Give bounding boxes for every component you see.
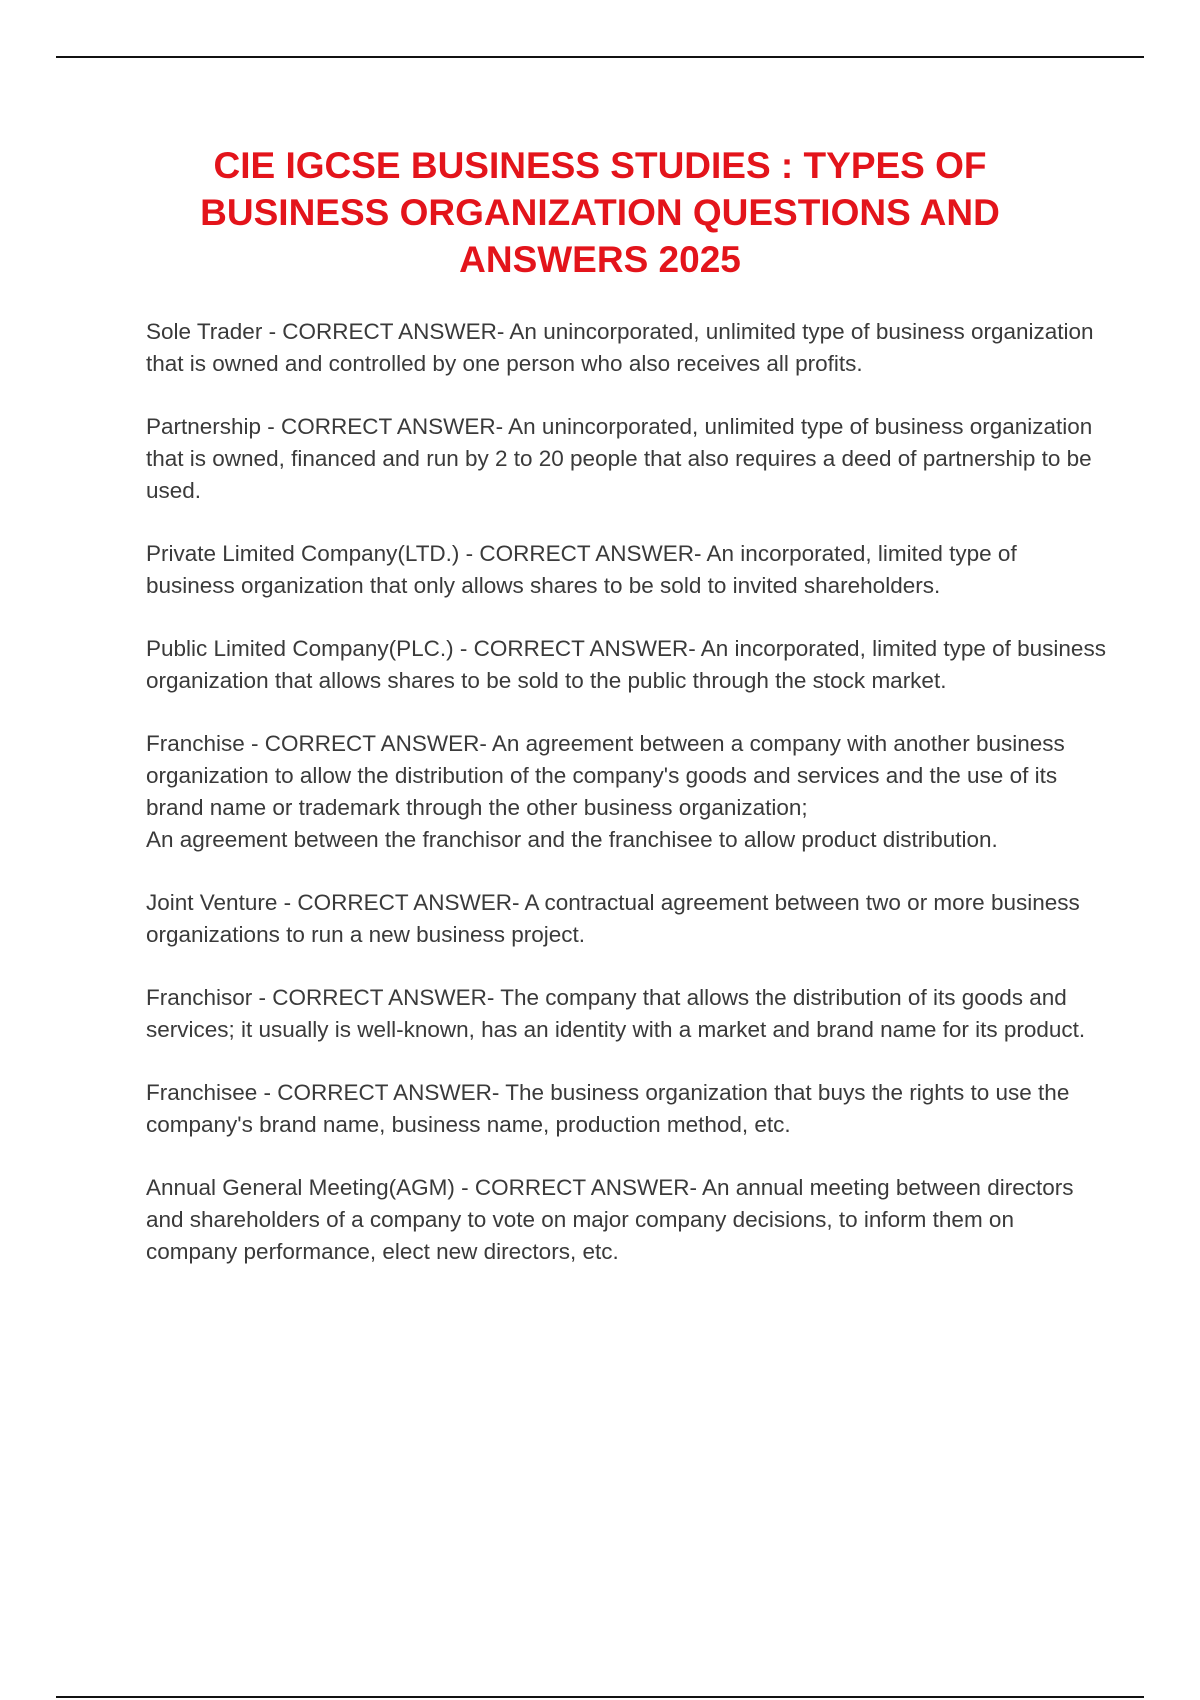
qa-entry-sole-trader: Sole Trader - CORRECT ANSWER- An unincorporated, unlimited type of business organization that is owned and controlled by one person who also receives all profits. xyxy=(146,319,1094,376)
qa-entry-joint-venture: Joint Venture - CORRECT ANSWER- A contractual agreement between two or more business organizations to run a new business project. xyxy=(146,890,1080,947)
qa-entry-partnership: Partnership - CORRECT ANSWER- An unincorporated, unlimited type of business organization that is owned, financed and run by 2 to 20 people that also requires a deed of partnership to be used. xyxy=(146,414,1093,503)
bottom-divider xyxy=(56,1696,1144,1698)
document-title: CIE IGCSE BUSINESS STUDIES : TYPES OF BUSINESS ORGANIZATION QUESTIONS AND ANSWERS 2025 xyxy=(200,145,1000,280)
qa-list xyxy=(146,316,1106,1299)
qa-entry-annual-general-meeting: Annual General Meeting(AGM) - CORRECT ANSWER- An annual meeting between directors and shareholders of a company to vote on major company decisions, to inform them on company performance, elect new directors, etc. xyxy=(146,1175,1074,1264)
qa-entry-franchisee: Franchisee - CORRECT ANSWER- The business organization that buys the rights to use the company's brand name, business name, production method, etc. xyxy=(146,1080,1070,1137)
qa-entry-franchise: Franchise - CORRECT ANSWER- An agreement between a company with another business organization to allow the distribution of the company's goods and services and the use of its brand name or trademark through the other business organization; An agreement between the franchisor and the franchisee to allow product distribution. xyxy=(146,731,1065,852)
qa-entry-franchisor: Franchisor - CORRECT ANSWER- The company that allows the distribution of its goods and services; it usually is well-known, has an identity with a market and brand name for its product. xyxy=(146,985,1086,1042)
qa-entry-public-limited-company: Public Limited Company(PLC.) - CORRECT ANSWER- An incorporated, limited type of business organization that allows shares to be sold to the public through the stock market. xyxy=(146,636,1106,693)
top-divider xyxy=(56,56,1144,58)
qa-entry-private-limited-company: Private Limited Company(LTD.) - CORRECT ANSWER- An incorporated, limited type of business organization that only allows shares to be sold to invited shareholders. xyxy=(146,541,1017,598)
